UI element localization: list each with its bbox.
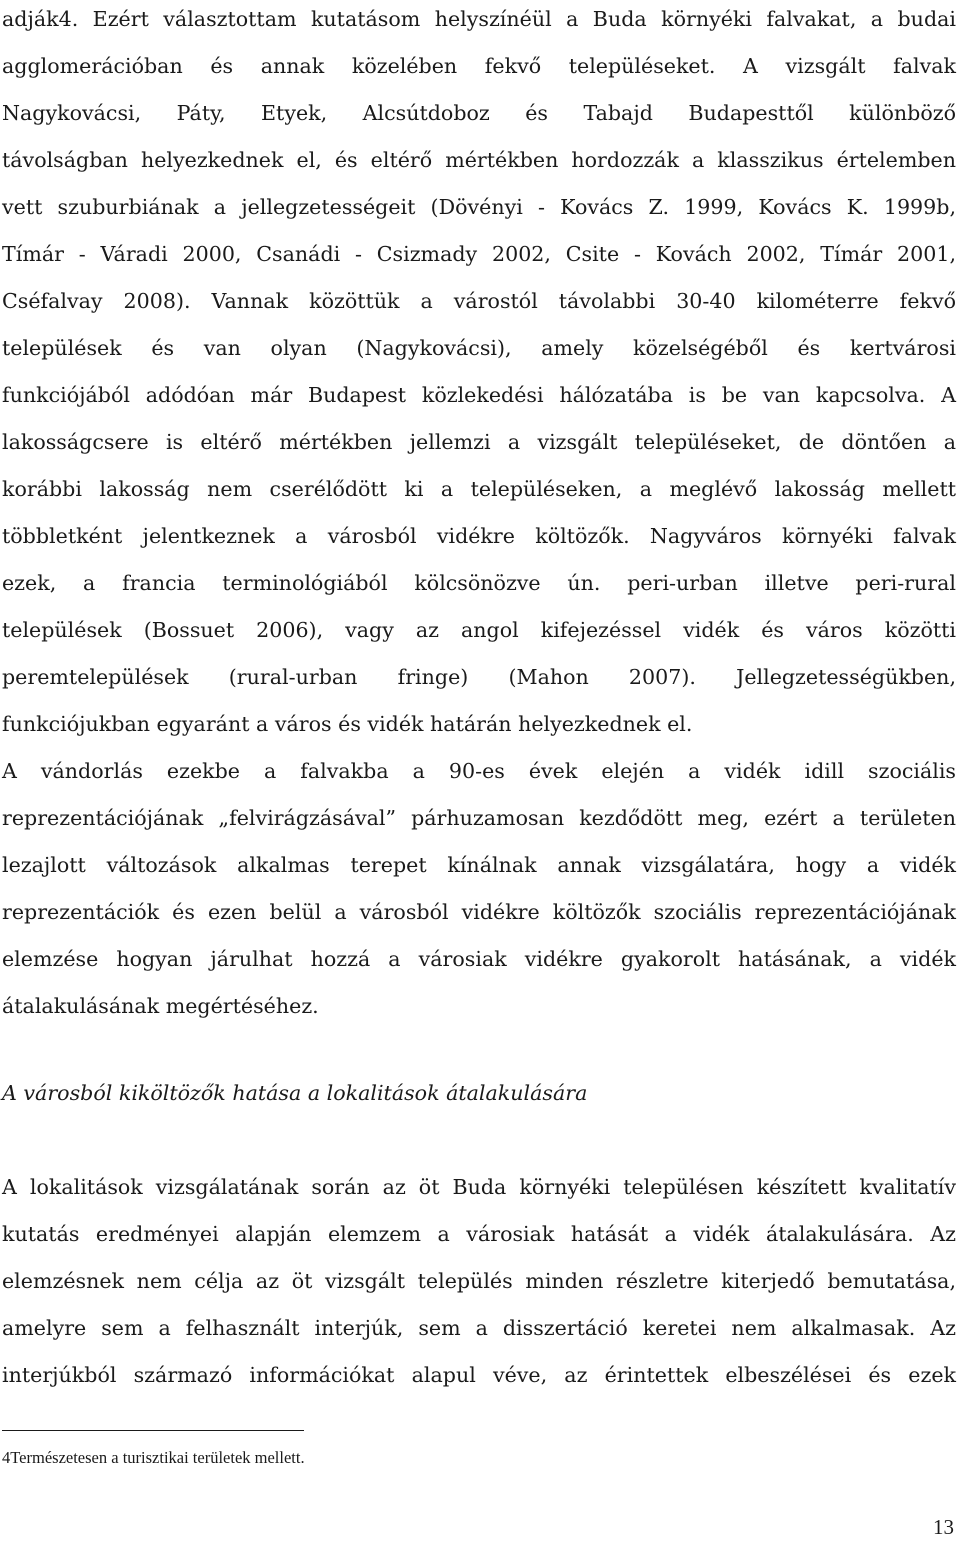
text-line: amelyre sem a felhasznált interjúk, sem a disszertáció keretei nem alkalmasak. Az [2,1316,956,1340]
section-heading: A városból kiköltözők hatása a lokalitások átalakulására [2,1081,588,1105]
text-line: reprezentációjának „felvirágzásával” párhuzamosan kezdődött meg, ezért a területen [2,806,956,830]
text-line: reprezentációk és ezen belül a városból vidékre költözők szociális reprezentációjának [2,900,956,924]
text-line: adják4. Ezért választottam kutatásom helyszínéül a Buda környéki falvakat, a budai [2,7,956,31]
text-line: A vándorlás ezekbe a falvakba a 90-es évek elején a vidék idill szociális [2,759,956,783]
text-line: funkciójából adódóan már Budapest közlekedési hálózatába is be van kapcsolva. A [2,383,956,407]
text-line: Cséfalvay 2008). Vannak közöttük a várostól távolabbi 30-40 kilométerre fekvő [2,289,956,313]
text-line: vett szuburbiának a jellegzetességeit (Dövényi - Kovács Z. 1999, Kovács K. 1999b, [2,195,956,219]
footnote-separator [2,1430,304,1431]
text-line: távolságban helyezkednek el, és eltérő mértékben hordozzák a klasszikus értelemben [2,148,956,172]
text-line: lakosságcsere is eltérő mértékben jellemzi a vizsgált településeket, de döntően a [2,430,956,454]
text-line: kutatás eredményei alapján elemzem a városiak hatását a vidék átalakulására. Az [2,1222,956,1246]
text-line: funkciójukban egyaránt a város és vidék határán helyezkednek el. [2,712,693,736]
text-line: elemzésnek nem célja az öt vizsgált település minden részletre kiterjedő bemutatása, [2,1269,956,1293]
text-line: A lokalitások vizsgálatának során az öt Buda környéki településen készített kvalitatív [2,1175,956,1199]
text-line: települések (Bossuet 2006), vagy az angol kifejezéssel vidék és város közötti [2,618,956,642]
footnote: 4Természetesen a turisztikai területek mellett. [2,1448,305,1467]
text-line: ezek, a francia terminológiából kölcsönözve ún. peri-urban illetve peri-rural [2,571,956,595]
text-line: települések és van olyan (Nagykovácsi), amely közelségéből és kertvárosi [2,336,956,360]
text-line: peremtelepülések (rural-urban fringe) (Mahon 2007). Jellegzetességükben, [2,665,956,689]
text-line: átalakulásának megértéséhez. [2,994,319,1018]
text-line: lezajlott változások alkalmas terepet kínálnak annak vizsgálatára, hogy a vidék [2,853,956,877]
text-line: többletként jelentkeznek a városból vidékre költözők. Nagyváros környéki falvak [2,524,956,548]
text-line: Tímár - Váradi 2000, Csanádi - Csizmady 2002, Csite - Kovách 2002, Tímár 2001, [2,242,956,266]
body-text-block-1 [2,0,956,1030]
body-text-block-2 [2,1164,956,1399]
text-line: korábbi lakosság nem cserélődött ki a településeken, a meglévő lakosság mellett [2,477,956,501]
text-line: interjúkból származó információkat alapul véve, az érintettek elbeszélései és ezek [2,1363,956,1387]
text-line: Nagykovácsi, Páty, Etyek, Alcsútdoboz és Tabajd Budapesttől különböző [2,101,956,125]
text-line: elemzése hogyan járulhat hozzá a városiak vidékre gyakorolt hatásának, a vidék [2,947,956,971]
text-line: agglomerációban és annak közelében fekvő településeket. A vizsgált falvak [2,54,956,78]
page-number: 13 [933,1515,954,1539]
